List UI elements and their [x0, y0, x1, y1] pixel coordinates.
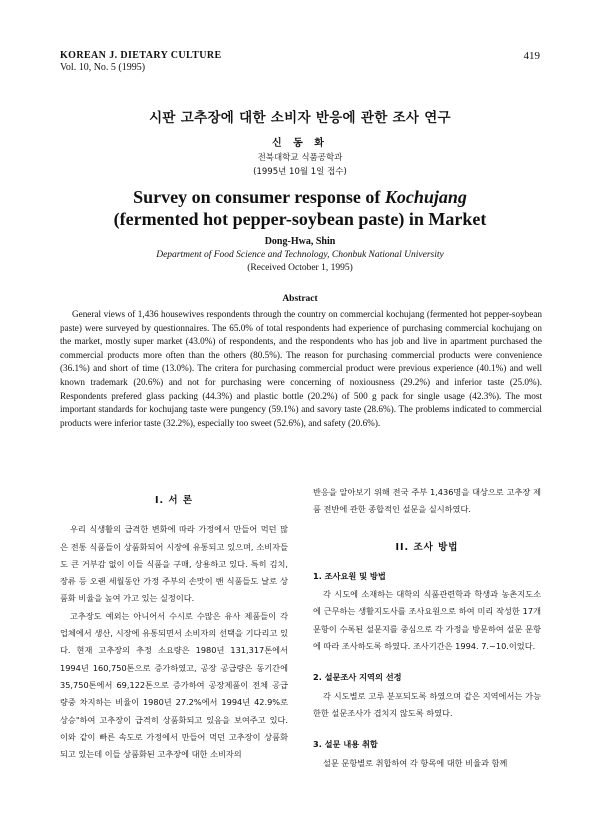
english-title-line2: (fermented hot pepper-soybean paste) in Market	[113, 209, 487, 229]
subsection-1-text: 각 시도에 소재하는 대학의 식품관련학과 학생과 농촌지도소에 근무하는 생활지도사를 조사요원으로 하여 미리 작성한 17개 문항이 수록된 설문지를 중심으로 각 가정을 방문하여 설문 문항에 따라 조사하도록 하였다. 조사기간은 1994. 7.~10.이었다.	[313, 589, 541, 652]
english-title-line1	[0, 186, 600, 208]
abstract-heading: Abstract	[282, 294, 318, 304]
intro-continuation: 반응을 알아보기 위해 전국 주부 1,436명을 대상으로 고추장 제품 전반에 관한 종합적인 설문을 실시하였다.	[313, 487, 541, 515]
left-column	[60, 484, 288, 763]
english-title	[0, 186, 600, 230]
english-title-pre: Survey on consumer response of	[133, 187, 385, 207]
intro-paragraph-2: 고추장도 예외는 아니어서 수시로 수많은 유사 제품들이 각 업체에서 생산, 시장에 유통되면서 소비자의 선택을 기다리고 있다. 현재 고추장의 추정 소요량은 1980년 131,317톤에서 1994년 160,750톤으로 증가하였고, 공장 공급량은 동기간에 35,750톤에서 69,122톤으로 증가하여 공장제품이 전체 공급량중 차지하는 비율이 1980년 27.2%에서 1994년 42.9%로 상승"하여 고추장이 급격히 상품화되고 있음을 보여주고 있다. 이와 같이 빠른 속도로 가정에서 만들어 먹던 고추장이 상품화 되고 있는데 이들 상품화된 고추장에 대한 소비자의	[60, 610, 288, 760]
subsection-2-title: 2. 설문조사 지역의 선정	[313, 672, 402, 683]
subsection-1-title: 1. 조사요원 및 방법	[313, 570, 386, 581]
section-heading-methods: II. 조사 방법	[395, 541, 459, 553]
subsection-2-text: 각 시도별로 고루 분포되도록 하였으며 같은 지역에서는 가능한한 설문조사가 겹치지 않도록 하였다.	[313, 690, 541, 718]
subsection-3-text: 설문 문항별로 취합하여 각 항목에 대한 비율과 함께	[323, 757, 508, 768]
journal-header	[60, 50, 222, 74]
abstract-text: General views of 1,436 housewives respondents through the country on commercial kochujang (fermented hot pepper-soybean paste) were surveyed by questionnaires. The 65.0% of total respondents had experience of purchasing commercial kochujang on the market, mostly super market (43.0%) of respondents, and the respondents who has job and live in apartment purchased the commercial products more often than the others (80.5%). The reason for purchasing commercial products were convenience (36.1%) and short of time (13.0%). The critera for purchasing commercial product were previous experience (40.1%) and well known trademark (20.6%) and not for purchasing were concerning of noxiousness (29.2%) and inferior taste (25.0%). Respondents prefered glass packing (44.3%) and plastic bottle (20.2%) of 500 g pack for single usage (42.3%). The most important standards for kochujang taste were pungency (59.1%) and savory taste (28.6%). The problems indicated to commercial products were inferior taste (32.2%), especially too sweet (52.6%), and safety (20.6%).	[60, 309, 542, 428]
english-title-italic: Kochujang	[384, 187, 467, 207]
korean-affiliation: 전북대학교 식품공학과	[257, 153, 343, 163]
korean-received-date: (1995년 10월 1일 접수)	[253, 167, 347, 177]
english-author: Dong-Hwa, Shin	[264, 236, 336, 247]
subsection-3-title: 3. 설문 내용 취합	[313, 739, 378, 750]
korean-title: 시판 고추장에 대한 소비자 반응에 관한 조사 연구	[149, 110, 451, 126]
journal-name: KOREAN J. DIETARY CULTURE	[60, 50, 222, 61]
journal-volume: Vol. 10, No. 5 (1995)	[60, 62, 146, 73]
section-heading-introduction: I. 서 론	[154, 495, 194, 506]
korean-author: 신 동 화	[272, 138, 328, 149]
right-column	[313, 484, 541, 772]
intro-paragraph-1: 우리 식생활의 급격한 변화에 따라 가정에서 만들어 먹던 많은 전통 식품들이 상품화되어 시장에 유통되고 있으며, 소비자들도 큰 거부감 없이 이들 식품을 구매, 상용하고 있다. 특히 김치, 장류 등 오랜 세월동안 가정 주부의 손맛이 밴 식품들도 날로 상품화 비율을 높여 가고 있는 실정이다.	[60, 524, 288, 604]
english-department: Department of Food Science and Technology, Chonbuk National University	[156, 250, 444, 260]
page-number: 419	[523, 50, 540, 62]
english-received-date: (Received October 1, 1995)	[247, 263, 353, 273]
